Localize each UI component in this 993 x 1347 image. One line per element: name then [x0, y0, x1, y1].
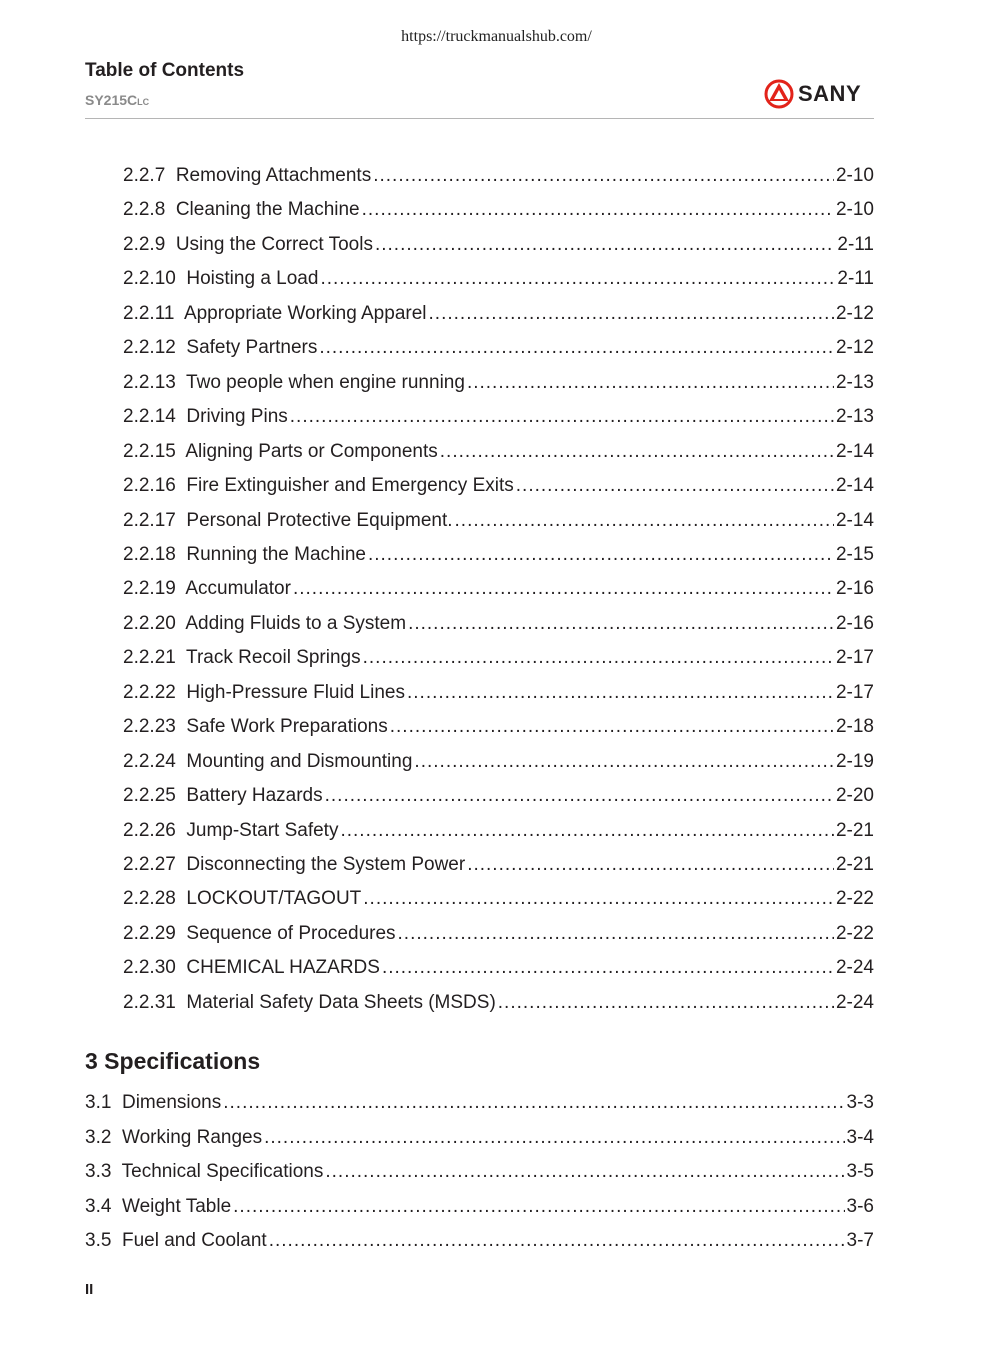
toc-entry-label [123, 267, 318, 291]
toc-entry-page: 2-13 [835, 371, 874, 393]
toc-entry-label [85, 1195, 231, 1219]
toc-entry-label [123, 681, 405, 705]
toc-entry[interactable] [123, 474, 874, 498]
dot-leader [233, 1195, 844, 1219]
dot-leader [368, 543, 834, 567]
dot-leader [325, 1160, 844, 1184]
toc-entry-label [123, 956, 380, 980]
toc-entry-title: Technical Specifications [121, 1161, 324, 1182]
dot-leader [325, 784, 834, 808]
toc-entry-page: 2-10 [835, 165, 874, 186]
dot-leader [363, 646, 834, 670]
toc-entry-title: Driving Pins [186, 406, 288, 428]
dot-leader [467, 853, 834, 877]
toc-entry-label [85, 1229, 267, 1253]
dot-leader [498, 991, 834, 1015]
toc-entry-label [123, 922, 396, 946]
dot-leader [290, 405, 834, 429]
dot-leader [467, 371, 834, 395]
toc-entry-label [123, 509, 453, 533]
toc-entry-number: 2.2.16 [123, 475, 176, 497]
toc-entry-number: 2.2.14 [123, 406, 176, 428]
toc-entry-label [123, 198, 360, 222]
toc-entry[interactable] [85, 1091, 874, 1115]
toc-entry-title: Aligning Parts or Components [185, 440, 438, 462]
toc-entry-number: 2.2.22 [123, 681, 176, 703]
toc-entry-page: 2-20 [835, 785, 874, 807]
dot-leader [407, 681, 834, 705]
toc-entry-title: Accumulator [185, 578, 291, 600]
toc-entry-number: 3.5 [85, 1230, 112, 1251]
dot-leader [363, 887, 834, 911]
toc-entry[interactable] [123, 750, 874, 774]
dot-leader [362, 198, 834, 222]
toc-entry-number: 2.2.30 [123, 957, 176, 979]
model-main: SY215C [85, 92, 138, 108]
toc-entry-page: 2-21 [835, 854, 874, 875]
dot-leader [455, 509, 834, 533]
toc-entry-label [123, 440, 438, 464]
toc-entry[interactable] [123, 336, 874, 360]
toc-entry-title: Track Recoil Springs [186, 647, 361, 669]
toc-entry-label [123, 405, 288, 429]
toc-entry-title: Two people when engine running [186, 371, 465, 393]
toc-entry[interactable] [85, 1229, 874, 1253]
dot-leader [223, 1091, 844, 1115]
toc-entry-label [123, 336, 317, 360]
dot-leader [373, 164, 834, 188]
toc-entry-number: 3.1 [85, 1092, 112, 1113]
toc-entry-page: 3-3 [846, 1092, 874, 1113]
toc-entry[interactable] [123, 577, 874, 601]
dot-leader [414, 750, 834, 774]
dot-leader [429, 302, 834, 326]
toc-entry-title: Sequence of Procedures [186, 922, 396, 944]
toc-entry-title: Hoisting a Load [186, 268, 319, 290]
dot-leader [440, 440, 834, 464]
toc-entry-label [85, 1126, 262, 1150]
toc-entry-page: 3-7 [846, 1230, 874, 1251]
toc-entry-number: 2.2.17 [123, 509, 176, 531]
toc-entry-title: Adding Fluids to a System [185, 612, 407, 634]
toc-entry-page: 2-22 [835, 888, 874, 910]
toc-entry-page: 2-12 [835, 302, 874, 324]
toc-entry-page: 2-14 [835, 440, 874, 462]
toc-entry-number: 2.2.11 [123, 302, 175, 324]
toc-entry-label [85, 1091, 221, 1115]
toc-entry-number: 2.2.10 [123, 268, 176, 290]
toc-entry-title: Dimensions [121, 1092, 222, 1113]
toc-entry[interactable] [123, 509, 874, 533]
toc-entry-label [123, 474, 514, 498]
toc-entry-label [123, 784, 323, 808]
toc-entry-number: 3.4 [85, 1195, 112, 1217]
toc-entry-page: 2-15 [835, 543, 874, 565]
dot-leader [382, 956, 834, 980]
toc-entry-number: 2.2.24 [123, 750, 176, 772]
dot-leader [293, 577, 834, 601]
toc-entry-number: 2.2.25 [123, 785, 176, 807]
toc-entry-label [123, 646, 361, 670]
toc-entry[interactable] [85, 1126, 874, 1150]
toc-entry-title: CHEMICAL HAZARDS [186, 957, 380, 979]
toc-entry-title: Weight Table [121, 1195, 232, 1217]
toc-entry-number: 2.2.27 [123, 854, 176, 875]
toc-entry-number: 2.2.7 [123, 165, 166, 186]
toc-entry[interactable] [123, 853, 874, 877]
toc-entry[interactable] [123, 164, 874, 188]
toc-entry-title: Running the Machine [186, 543, 366, 565]
toc-entry-label [123, 577, 291, 601]
toc-entry-number: 2.2.13 [123, 371, 176, 393]
toc-entry[interactable] [123, 543, 874, 567]
toc-entry-label [123, 853, 465, 877]
logo-text: SANY [798, 81, 862, 106]
toc-entry-title: Fuel and Coolant [121, 1230, 267, 1251]
toc-entry-page: 3-5 [846, 1161, 874, 1182]
toc-entry-title: Mounting and Dismounting [186, 750, 413, 772]
toc-entry[interactable] [123, 956, 874, 980]
toc-entry-title: Personal Protective Equipment. [186, 509, 453, 531]
toc-entry[interactable] [123, 887, 874, 911]
model-label [85, 92, 149, 108]
toc-entry-label [123, 715, 388, 739]
toc-entry[interactable] [123, 715, 874, 739]
toc-entry-number: 2.2.31 [123, 991, 176, 1013]
page-number: II [85, 1281, 94, 1298]
toc-entry-page: 2-17 [835, 681, 874, 703]
toc-entry-title: Safety Partners [186, 337, 318, 359]
toc-entry-number: 2.2.23 [123, 716, 176, 738]
toc-entry-number: 2.2.15 [123, 440, 176, 462]
toc-entry-page: 2-12 [835, 337, 874, 359]
toc-entry-page: 3-4 [846, 1126, 874, 1148]
toc-entry-page: 2-11 [837, 233, 874, 255]
toc-entry-page: 2-18 [835, 716, 874, 738]
toc-entry-title: Safe Work Preparations [186, 716, 388, 738]
toc-entry-label [123, 887, 361, 911]
toc-entry-number: 2.2.18 [123, 543, 176, 565]
toc-entry-page: 2-24 [835, 991, 874, 1013]
dot-leader [398, 922, 834, 946]
toc-entry-label [85, 1160, 323, 1184]
dot-leader [320, 267, 835, 291]
toc-entry-number: 2.2.21 [123, 647, 176, 669]
toc-entry-label [123, 164, 371, 188]
dot-leader [269, 1229, 845, 1253]
toc-entry[interactable] [85, 1160, 874, 1184]
toc-entry-number: 2.2.12 [123, 337, 176, 359]
dot-leader [390, 715, 834, 739]
toc-entry[interactable] [123, 646, 874, 670]
toc-entry[interactable] [123, 681, 874, 705]
toc-entry-number: 2.2.28 [123, 888, 176, 910]
toc-entry-label [123, 991, 496, 1015]
toc-entry[interactable] [123, 612, 874, 636]
dot-leader [264, 1126, 844, 1150]
toc-entry-title: Jump-Start Safety [186, 819, 339, 841]
header-divider [85, 118, 874, 119]
model-sub: LC [137, 97, 150, 107]
toc-entry-page: 2-16 [835, 578, 874, 600]
toc-entry-label [123, 819, 338, 843]
toc-entry-label [123, 750, 412, 774]
toc-entry-number: 2.2.26 [123, 819, 176, 841]
toc-entry-page: 2-21 [835, 819, 874, 841]
dot-leader [375, 233, 835, 257]
toc-entry-number: 2.2.8 [123, 199, 166, 221]
toc-entry[interactable] [123, 267, 874, 291]
toc-entry-label [123, 233, 373, 257]
toc-entry-label [123, 302, 427, 326]
page-title: Table of Contents [85, 60, 245, 81]
toc-entry-page: 2-10 [835, 199, 874, 221]
toc-entry-page: 2-19 [835, 750, 874, 772]
sany-emblem-icon [764, 79, 794, 109]
toc-entry-label [123, 612, 406, 636]
toc-entry-number: 2.2.9 [123, 233, 166, 255]
toc-entry-page: 3-6 [846, 1195, 874, 1217]
toc-entry-number: 3.2 [85, 1126, 112, 1148]
toc-entry-title: Removing Attachments [175, 165, 372, 186]
toc-entry-page: 2-16 [835, 612, 874, 634]
toc-entry-number: 2.2.19 [123, 578, 176, 600]
toc-entry-title: Battery Hazards [186, 785, 323, 807]
toc-entry[interactable] [123, 198, 874, 222]
toc-entry[interactable] [123, 440, 874, 464]
toc-entry-page: 2-14 [835, 509, 874, 531]
sany-logo [764, 78, 861, 110]
toc-entry[interactable] [123, 922, 874, 946]
toc-entry-number: 2.2.29 [123, 922, 176, 944]
toc-entry[interactable] [123, 371, 874, 395]
toc-entry[interactable] [123, 784, 874, 808]
toc-entry[interactable] [123, 233, 874, 257]
toc-entry-label [123, 371, 465, 395]
toc-entry-title: LOCKOUT/TAGOUT [186, 888, 362, 910]
toc-entry[interactable] [123, 405, 874, 429]
toc-entry-number: 2.2.20 [123, 612, 176, 634]
toc-entry-page: 2-24 [835, 957, 874, 979]
toc-entry[interactable] [85, 1195, 874, 1219]
dot-leader [516, 474, 834, 498]
toc-entry-title: Cleaning the Machine [175, 199, 360, 221]
toc-entry-page: 2-17 [835, 647, 874, 669]
section-heading: 3 Specifications [85, 1048, 261, 1074]
dot-leader [408, 612, 834, 636]
toc-entry-title: Using the Correct Tools [175, 233, 373, 255]
toc-entry-title: High-Pressure Fluid Lines [186, 681, 405, 703]
source-url[interactable]: https://truckmanualshub.com/ [401, 28, 592, 45]
toc-entry-page: 2-22 [835, 922, 874, 944]
dot-leader [340, 819, 834, 843]
toc-entry-page: 2-14 [835, 475, 874, 497]
toc-entry-title: Material Safety Data Sheets (MSDS) [186, 991, 496, 1013]
toc-entry-page: 2-11 [837, 268, 874, 290]
toc-entry-title: Appropriate Working Apparel [183, 302, 427, 324]
toc-entry[interactable] [123, 991, 874, 1015]
dot-leader [319, 336, 834, 360]
toc-entry-title: Disconnecting the System Power [186, 854, 466, 875]
toc-entry-title: Fire Extinguisher and Emergency Exits [186, 475, 514, 497]
toc-entry-title: Working Ranges [121, 1126, 263, 1148]
toc-entry[interactable] [123, 302, 874, 326]
toc-entry[interactable] [123, 819, 874, 843]
toc-entry-label [123, 543, 366, 567]
toc-entry-number: 3.3 [85, 1161, 112, 1182]
toc-entry-page: 2-13 [835, 406, 874, 428]
